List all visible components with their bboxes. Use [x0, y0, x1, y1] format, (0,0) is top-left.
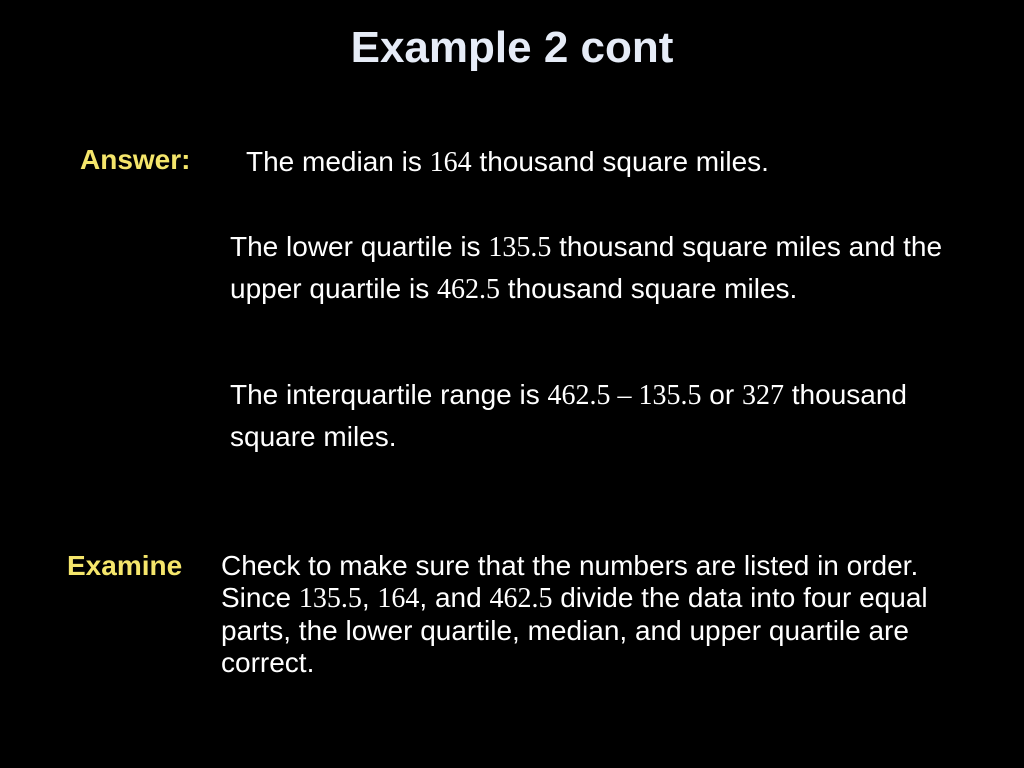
quartiles-statement	[230, 226, 950, 310]
examine-text-2: divide the data into four equal parts, the lower quartile, median, and upper quartile are correct.	[221, 582, 928, 678]
median-text-before: The median is	[246, 146, 430, 177]
median-statement	[246, 144, 769, 181]
examine-separator-1: ,	[361, 582, 378, 613]
iqr-text-3: thousand square miles.	[230, 379, 907, 452]
iqr-text-2: or	[701, 379, 742, 410]
iqr-result: 327	[741, 380, 784, 411]
examine-value-3: 462.5	[489, 583, 553, 614]
examine-value-2: 164	[377, 583, 420, 614]
lower-quartile-value: 135.5	[488, 232, 552, 263]
slide-title: Example 2 cont	[350, 23, 674, 72]
upper-quartile-value: 462.5	[437, 274, 501, 305]
examine-separator-2: , and	[419, 582, 490, 613]
quartiles-text-2: thousand square miles and the upper quartile is	[230, 231, 943, 304]
examine-text-1: Check to make sure that the numbers are listed in order. Since	[221, 550, 919, 613]
median-value: 164	[429, 147, 472, 178]
iqr-expression: 462.5 – 135.5	[547, 380, 702, 411]
examine-label: Examine	[67, 550, 183, 581]
median-text-after: thousand square miles.	[471, 146, 769, 177]
quartiles-text-3: thousand square miles.	[500, 273, 798, 304]
iqr-statement	[230, 374, 950, 457]
answer-label: Answer:	[80, 144, 191, 175]
iqr-text-1: The interquartile range is	[230, 379, 548, 410]
quartiles-text-1: The lower quartile is	[230, 231, 489, 262]
examine-value-1: 135.5	[298, 583, 362, 614]
examine-statement	[221, 550, 961, 679]
